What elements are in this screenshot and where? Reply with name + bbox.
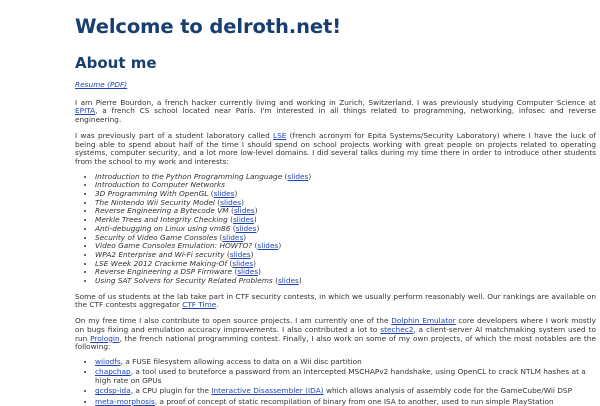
talk-title: Reverse Engineering a Bytecode VM [95, 206, 229, 216]
talk-list-item: • LSE Week 2012 Crackme Making-Of (slides) [95, 260, 596, 269]
talk-list-item: • Anti-debugging on Linux using vm86 (slides) [95, 225, 596, 234]
project-list-item [95, 358, 596, 367]
project-link[interactable]: chapchap [95, 367, 131, 377]
talk-title: Introduction to the Python Programming Language [95, 171, 283, 181]
epita-link[interactable]: EPITA [75, 106, 96, 116]
dolphin-emulator-link[interactable]: Dolphin Emulator [391, 316, 456, 326]
project-list-item [95, 387, 596, 396]
ctf-text-b: . [216, 300, 219, 310]
talk-slides-link[interactable]: slides [257, 241, 279, 251]
talk-slides-link[interactable]: slides [235, 223, 257, 233]
intro-text-a: I am Pierre Bourdon, a french hacker currently living and working in Zurich, Switzerland. I was previously studying Computer Science at [75, 97, 596, 107]
project-list-item [95, 368, 596, 385]
talk-list-item: • Using SAT Solvers for Security Related Problems (slides) [95, 277, 596, 286]
talk-title: Video Game Consoles Emulation: HOWTO? [95, 241, 253, 251]
stechec2-link[interactable]: stechec2 [380, 324, 414, 334]
talk-title: LSE Week 2012 Crackme Making-Of [95, 258, 228, 268]
talk-title: Using SAT Solvers for Security Related Problems [95, 276, 273, 286]
project-link[interactable]: gcdsp-ida [95, 386, 131, 396]
project-secondary-link[interactable]: Interactive Disassembler (IDA) [211, 386, 324, 396]
projects-list [75, 358, 596, 406]
talk-title: Merkle Trees and Integrity Checking [95, 215, 228, 225]
oss-text-b: core developers where I work mostly on bugs fixing and emulation accuracy improvements. I also contributed a lot to [75, 316, 597, 334]
project-link[interactable]: meta-morphosis [95, 396, 155, 406]
project-description: , a proof of concept of static recompilation of binary from one ISA to another, used to run simple PlayStation [154, 396, 554, 406]
talk-list-item: • The Nintendo Wii Security Model (slides) [95, 199, 596, 208]
oss-text-c: , a client-server AI matchmaking system used to run [75, 324, 596, 343]
lse-text-b: (french acronym for Epita Systems/Security Laboratory) where I have the luck of being able to spend about half of the time I should spend on school projects working with great people on projects related to operating systems, computer security, and a lot more low-level domains. I did several talks during my time there in order to introduce other students from the school to my work and interests: [75, 130, 596, 166]
talk-title: Reverse Engineering a DSP Firmware [95, 267, 232, 277]
talk-slides-link[interactable]: slides [277, 276, 299, 286]
talk-title: The Nintendo Wii Security Model [95, 197, 215, 207]
talk-slides-link[interactable]: slides [220, 197, 242, 207]
prologin-link[interactable]: Prologin [90, 333, 120, 343]
talk-slides-link[interactable]: slides [222, 232, 244, 242]
ctf-text-a: Some of us students at the lab take part in CTF security contests, in which we usually perform reasonably well. Our rankings are available on the CTF contests aggregator [75, 291, 596, 310]
lse-link[interactable]: LSE [272, 130, 287, 140]
lse-text-a: I was previously part of a student laboratory called [75, 130, 273, 140]
intro-text-b: , a french CS school located near Paris. I'm interested in all things related to programming, networking, infosec and reverse engineering. [75, 106, 596, 125]
talk-title: Anti-debugging on Linux using vm86 [95, 223, 231, 233]
talk-list-item: • Video Game Consoles Emulation: HOWTO? (slides) [95, 242, 596, 251]
project-list-item [95, 398, 596, 406]
ctf-paragraph [75, 293, 596, 310]
lse-paragraph [75, 132, 596, 167]
project-description: , a CPU plugin for the [130, 386, 212, 396]
oss-text-a: On my free time I also contribute to open source projects. I am currently one of the [75, 316, 392, 326]
section-heading-about: About me [75, 54, 157, 72]
intro-paragraph [75, 99, 596, 125]
talks-list [75, 173, 596, 286]
talk-title: Security of Video Game Consoles [95, 232, 218, 242]
talk-slides-link[interactable]: slides [213, 189, 235, 199]
page-title: Welcome to delroth.net! [75, 15, 342, 38]
resume-paragraph [75, 81, 596, 90]
project-description-tail: which allows analysis of assembly code for the GameCube/Wii DSP [323, 386, 573, 396]
page-content [75, 0, 596, 406]
talk-list-item: • Security of Video Game Consoles (slides) [95, 234, 596, 243]
talk-list-item: • 3D Programming With OpenGL (slides) [95, 190, 596, 199]
talk-title: 3D Programming With OpenGL [95, 189, 209, 199]
talk-list-item: • Reverse Engineering a Bytecode VM (slides) [95, 207, 596, 216]
talk-list-item: • Introduction to the Python Programming Language (slides) [95, 173, 596, 182]
oss-text-d: , the french national programming contest. Finally, I also work on some of my own projects, of which the most notables are the following: [75, 333, 596, 352]
talk-slides-link[interactable]: slides [233, 206, 255, 216]
talk-slides-link[interactable]: slides [287, 171, 309, 181]
project-description: , a tool used to bruteforce a password from an intercepted MSCHAPv2 handshake, using OpenCL to crack NTLM hashes at a high rate on GPUs [95, 367, 586, 385]
talk-slides-link[interactable]: slides [229, 249, 251, 259]
ctftime-link[interactable]: CTF Time [182, 300, 217, 310]
project-link[interactable]: wiiodfs [95, 356, 121, 366]
talk-list-item: • WPA2 Enterprise and Wi-Fi security (slides) [95, 251, 596, 260]
talk-slides-link[interactable]: slides [232, 258, 254, 268]
talk-list-item: • Reverse Engineering a DSP Firmware (slides) [95, 268, 596, 277]
talk-title: Introduction to Computer Networks [95, 180, 226, 190]
talk-list-item: • Merkle Trees and Integrity Checking (slides) [95, 216, 596, 225]
talk-title: WPA2 Enterprise and Wi-Fi security [95, 249, 225, 259]
resume-link[interactable]: Resume (PDF) [75, 80, 128, 89]
oss-paragraph [75, 317, 596, 352]
talk-slides-link[interactable]: slides [232, 215, 254, 225]
talk-slides-link[interactable]: slides [237, 267, 259, 277]
project-description: , a FUSE filesystem allowing access to data on a Wii disc partition [120, 356, 362, 366]
